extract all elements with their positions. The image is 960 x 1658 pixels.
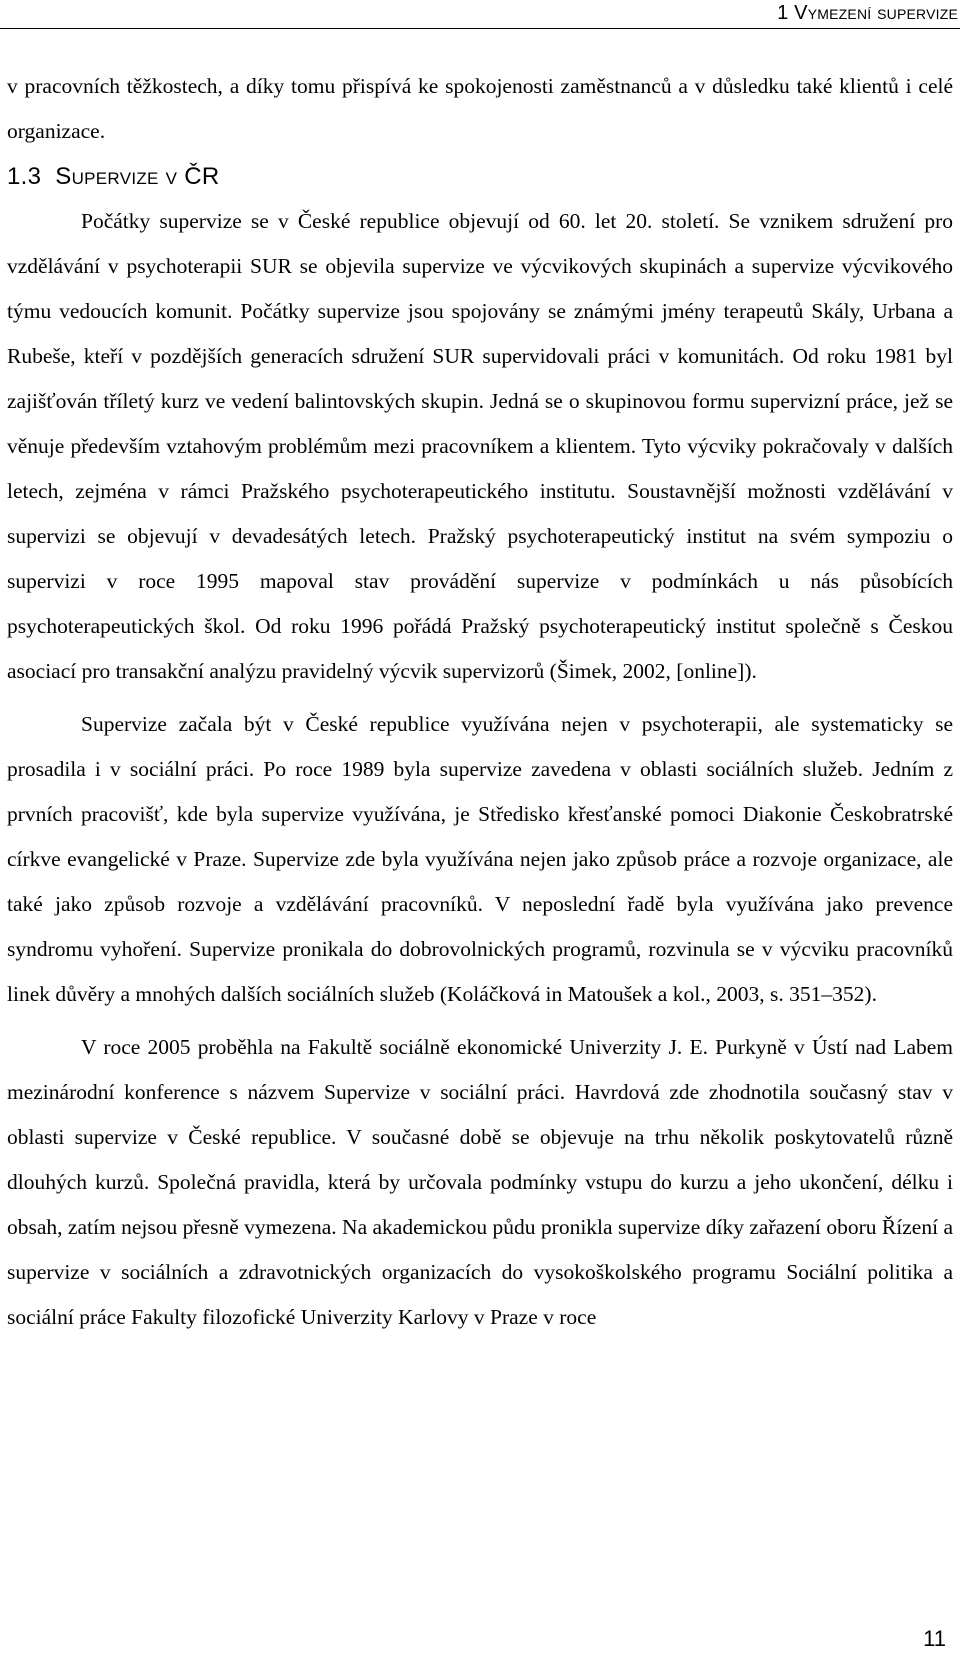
section-title: Supervize v ČR [55, 163, 220, 190]
page-body [7, 64, 953, 1340]
paragraph-conference: V roce 2005 proběhla na Fakultě sociálně ekonomické Univerzity J. E. Purkyně v Ústí nad Labem mezinárodní konference s názvem Supervize v sociální práci. Havrdová zde zhodnotila současný stav v oblasti supervize v České republice. V současné době se objevuje na trhu několik poskytovatelů různě dlouhých kurzů. Společná pravidla, která by určovala podmínky vstupu do kurzu a jeho ukončení, délku i obsah, zatím nejsou přesně vymezena. Na akademickou půdu pronikla supervize díky zařazení oboru Řízení a supervize v sociálních a zdravotnických organizacích do vysokoškolského programu Sociální politika a sociální práce Fakulty filozofické Univerzity Karlovy v Praze v roce [7, 1035, 953, 1329]
page-number: 11 [923, 1626, 946, 1651]
section-heading [7, 154, 953, 199]
continuation-paragraph: v pracovních těžkostech, a díky tomu přispívá ke spokojenosti zaměstnanců a v důsledku také klientů i celé organizace. [7, 74, 953, 143]
running-header-title: 1 Vymezení supervize [777, 2, 958, 24]
section-number: 1.3 [7, 163, 42, 190]
paragraph-history: Počátky supervize se v České republice objevují od 60. let 20. století. Se vznikem sdružení pro vzdělávání v psychoterapii SUR se objevila supervize ve výcvikových skupinách a supervize výcvikového týmu vedoucích komunit. Počátky supervize jsou spojovány se známými jmény terapeutů Skály, Urbana a Rubeše, kteří v pozdějších generacích sdružení SUR supervidovali práci v komunitách. Od roku 1981 byl zajišťován tříletý kurz ve vedení balintovských skupin. Jedná se o skupinovou formu supervizní práce, jež se věnuje především vztahovým problémům mezi pracovníkem a klientem. Tyto výcviky pokračovaly v dalších letech, zejména v rámci Pražského psychoterapeutického institutu. Soustavnější možnosti vzdělávání v supervizi se objevují v devadesátých letech. Pražský psychoterapeutický institut na svém sympoziu o supervizi v roce 1995 mapoval stav provádění supervize v podmínkách u nás působících psychoterapeutických škol. Od roku 1996 pořádá Pražský psychoterapeutický institut společně s Českou asociací pro transakční analýzu pravidelný výcvik supervizorů (Šimek, 2002, [online]). [7, 209, 953, 683]
running-header [0, 0, 960, 29]
paragraph-social-work: Supervize začala být v České republice využívána nejen v psychoterapii, ale systematicky se prosadila i v sociální práci. Po roce 1989 byla supervize zavedena v oblasti sociálních služeb. Jedním z prvních pracovišť, kde byla supervize využívána, je Středisko křesťanské pomoci Diakonie Českobratrské církve evangelické v Praze. Supervize zde byla využívána nejen jako způsob práce a rozvoje organizace, ale také jako způsob rozvoje a vzdělávání pracovníků. V neposlední řadě byla využívána jako prevence syndromu vyhoření. Supervize pronikala do dobrovolnických programů, rozvinula se v výcviku pracovníků linek důvěry a mnohých dalších sociálních služeb (Koláčková in Matoušek a kol., 2003, s. 351–352). [7, 712, 953, 1006]
